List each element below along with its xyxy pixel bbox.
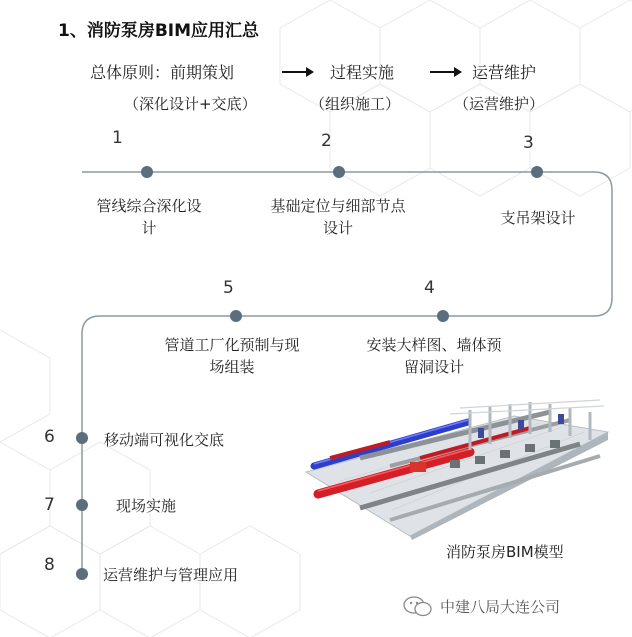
step-label-3: 支吊架设计 — [500, 209, 576, 227]
principle-sub-1: （深化设计+交底） — [124, 95, 257, 113]
step-number-2: 2 — [321, 131, 332, 151]
step-label-8: 运营维护与管理应用 — [103, 566, 239, 584]
step-number-5: 5 — [223, 278, 234, 298]
step-label-2: 基础定位与细部节点设计 — [270, 197, 406, 237]
step-label-6: 移动端可视化交底 — [104, 431, 225, 449]
principle-stage-2: 过程实施 — [330, 63, 395, 82]
step-number-7: 7 — [44, 495, 55, 515]
timeline-dot-4 — [437, 310, 449, 322]
timeline-dot-5 — [230, 310, 242, 322]
step-label-4: 安装大样图、墙体预留洞设计 — [366, 336, 502, 376]
watermark-text: 中建八局大连公司 — [440, 598, 561, 616]
step-number-3: 3 — [523, 133, 534, 153]
step-label-1: 管线综合深化设计 — [96, 197, 202, 237]
model-caption: 消防泵房BIM模型 — [446, 543, 564, 561]
principle-sub-3: （运营维护） — [454, 95, 545, 113]
principle-sub-2: （组织施工） — [310, 95, 401, 113]
step-label-5: 管道工厂化预制与现场组装 — [164, 336, 300, 376]
step-number-4: 4 — [424, 278, 435, 298]
wechat-icon — [402, 595, 434, 617]
step-number-1: 1 — [112, 128, 123, 148]
bim-model-image — [300, 398, 612, 540]
timeline-dot-8 — [76, 568, 88, 580]
timeline-dot-3 — [531, 166, 543, 178]
timeline-dot-7 — [76, 499, 88, 511]
principle-label: 总体原则：前期策划 — [90, 63, 235, 82]
timeline-dot-1 — [141, 166, 153, 178]
step-number-8: 8 — [44, 555, 55, 575]
timeline-dot-6 — [76, 432, 88, 444]
step-label-7: 现场实施 — [116, 497, 177, 515]
timeline-dot-2 — [333, 166, 345, 178]
page-title: 1、消防泵房BIM应用汇总 — [58, 21, 260, 41]
step-number-6: 6 — [44, 427, 55, 447]
principle-stage-3: 运营维护 — [472, 63, 537, 82]
